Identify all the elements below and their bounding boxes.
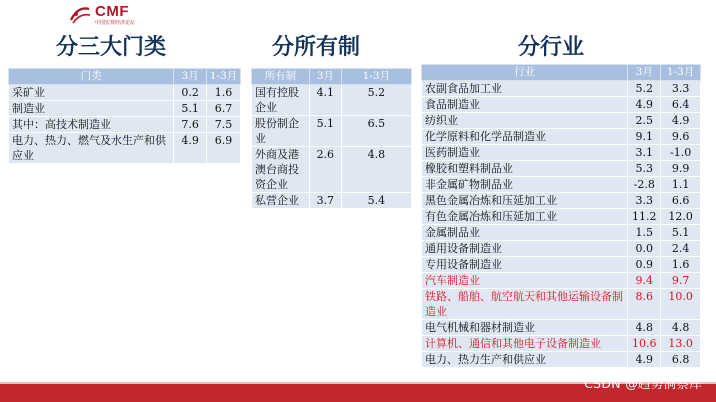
- column-header: 3月: [309, 69, 341, 85]
- table-row: [422, 97, 701, 113]
- value-q1: 5.2: [341, 85, 411, 116]
- table-row: [422, 145, 701, 161]
- table-row: [422, 241, 701, 257]
- table-row: [252, 147, 412, 193]
- row-label: 通用设备制造业: [422, 241, 628, 257]
- column-header: 门类: [9, 69, 174, 85]
- value-q1: 12.0: [661, 209, 701, 225]
- value-q1: 6.4: [661, 97, 701, 113]
- row-label: 黑色金属冶炼和压延加工业: [422, 193, 628, 209]
- value-march: 2.5: [628, 113, 661, 129]
- value-q1: 4.9: [661, 113, 701, 129]
- watermark: CSDN @趋势洞察库: [584, 376, 702, 391]
- row-label: 外商及港澳台商投资企业: [252, 147, 310, 193]
- value-q1: 6.9: [207, 133, 241, 164]
- table-header-row: [9, 69, 241, 85]
- title-category: 分三大门类: [56, 35, 167, 60]
- value-march: 9.1: [628, 129, 661, 145]
- row-label: 其中：高技术制造业: [9, 117, 174, 133]
- value-march: 0.0: [628, 241, 661, 257]
- value-march: 4.9: [628, 352, 661, 368]
- title-ownership: 分所有制: [272, 35, 361, 60]
- value-q1: 9.9: [661, 161, 701, 177]
- column-header: 1-3月: [341, 69, 411, 85]
- value-march: 3.7: [309, 193, 341, 209]
- table-row: [422, 81, 701, 97]
- value-q1: 5.4: [341, 193, 411, 209]
- value-march: 4.1: [309, 85, 341, 116]
- title-industry: 分行业: [518, 35, 585, 60]
- value-march: 3.3: [628, 193, 661, 209]
- value-march: 0.2: [174, 85, 207, 101]
- value-march: 10.6: [628, 336, 661, 352]
- table-row: [9, 85, 241, 101]
- value-q1: 4.8: [661, 320, 701, 336]
- table-row: [422, 273, 701, 289]
- value-q1: 3.3: [661, 81, 701, 97]
- value-q1: 1.6: [207, 85, 241, 101]
- row-label: 农副食品加工业: [422, 81, 628, 97]
- column-header: 1-3月: [207, 69, 241, 85]
- value-q1: 6.8: [661, 352, 701, 368]
- table-row: [422, 352, 701, 368]
- value-march: 1.5: [628, 225, 661, 241]
- table-row: [422, 289, 701, 320]
- table-row: [9, 117, 241, 133]
- logo-name: CMF: [95, 3, 129, 20]
- value-march: 7.6: [174, 117, 207, 133]
- row-label: 采矿业: [9, 85, 174, 101]
- column-header: 行业: [422, 65, 628, 81]
- value-q1: 1.6: [661, 257, 701, 273]
- column-header: 3月: [628, 65, 661, 81]
- row-label: 私营企业: [252, 193, 310, 209]
- value-q1: 6.5: [341, 116, 411, 147]
- row-label: 国有控股企业: [252, 85, 310, 116]
- row-label: 医药制造业: [422, 145, 628, 161]
- ownership-table: [251, 68, 412, 209]
- value-march: 8.6: [628, 289, 661, 320]
- value-march: -2.8: [628, 177, 661, 193]
- value-q1: 2.4: [661, 241, 701, 257]
- value-q1: 9.7: [661, 273, 701, 289]
- value-q1: 6.6: [661, 193, 701, 209]
- table-header-row: [422, 65, 701, 81]
- table-row: [422, 320, 701, 336]
- value-q1: -1.0: [661, 145, 701, 161]
- logo-subtitle: 中国宏观经济论坛: [95, 20, 136, 26]
- table-row: [422, 161, 701, 177]
- row-label: 专用设备制造业: [422, 257, 628, 273]
- value-march: 3.1: [628, 145, 661, 161]
- value-q1: 1.1: [661, 177, 701, 193]
- table-row: [252, 116, 412, 147]
- logo-swoosh-icon: [68, 4, 92, 26]
- category-table: [8, 68, 241, 164]
- row-label: 电力、热力生产和供应业: [422, 352, 628, 368]
- value-march: 5.1: [309, 116, 341, 147]
- row-label: 金属制品业: [422, 225, 628, 241]
- column-header: 所有制: [252, 69, 310, 85]
- value-march: 5.1: [174, 101, 207, 117]
- table-row: [422, 193, 701, 209]
- table-row: [422, 336, 701, 352]
- table-row: [422, 129, 701, 145]
- value-q1: 4.8: [341, 147, 411, 193]
- row-label: 股份制企业: [252, 116, 310, 147]
- value-march: 5.2: [628, 81, 661, 97]
- row-label: 有色金属冶炼和压延加工业: [422, 209, 628, 225]
- table-row: [422, 257, 701, 273]
- value-march: 0.9: [628, 257, 661, 273]
- value-march: 4.8: [628, 320, 661, 336]
- row-label: 非金属矿物制品业: [422, 177, 628, 193]
- table-row: [9, 133, 241, 164]
- value-march: 11.2: [628, 209, 661, 225]
- column-header: 3月: [174, 69, 207, 85]
- value-q1: 10.0: [661, 289, 701, 320]
- table-row: [422, 209, 701, 225]
- value-march: 5.3: [628, 161, 661, 177]
- table-row: [422, 225, 701, 241]
- table-row: [9, 101, 241, 117]
- table-row: [422, 113, 701, 129]
- value-q1: 9.6: [661, 129, 701, 145]
- value-march: 9.4: [628, 273, 661, 289]
- value-q1: 7.5: [207, 117, 241, 133]
- row-label: 计算机、通信和其他电子设备制造业: [422, 336, 628, 352]
- row-label: 制造业: [9, 101, 174, 117]
- table-row: [252, 85, 412, 116]
- row-label: 食品制造业: [422, 97, 628, 113]
- value-march: 4.9: [628, 97, 661, 113]
- value-q1: 6.7: [207, 101, 241, 117]
- value-q1: 13.0: [661, 336, 701, 352]
- row-label: 铁路、船舶、航空航天和其他运输设备制造业: [422, 289, 628, 320]
- value-march: 2.6: [309, 147, 341, 193]
- industry-table: [421, 64, 701, 368]
- row-label: 汽车制造业: [422, 273, 628, 289]
- row-label: 电力、热力、燃气及水生产和供应业: [9, 133, 174, 164]
- row-label: 化学原料和化学品制造业: [422, 129, 628, 145]
- value-q1: 5.1: [661, 225, 701, 241]
- table-header-row: [252, 69, 412, 85]
- column-header: 1-3月: [661, 65, 701, 81]
- value-march: 4.9: [174, 133, 207, 164]
- row-label: 橡胶和塑料制品业: [422, 161, 628, 177]
- row-label: 电气机械和器材制造业: [422, 320, 628, 336]
- row-label: 纺织业: [422, 113, 628, 129]
- cmf-logo: [68, 4, 188, 26]
- table-row: [252, 193, 412, 209]
- table-row: [422, 177, 701, 193]
